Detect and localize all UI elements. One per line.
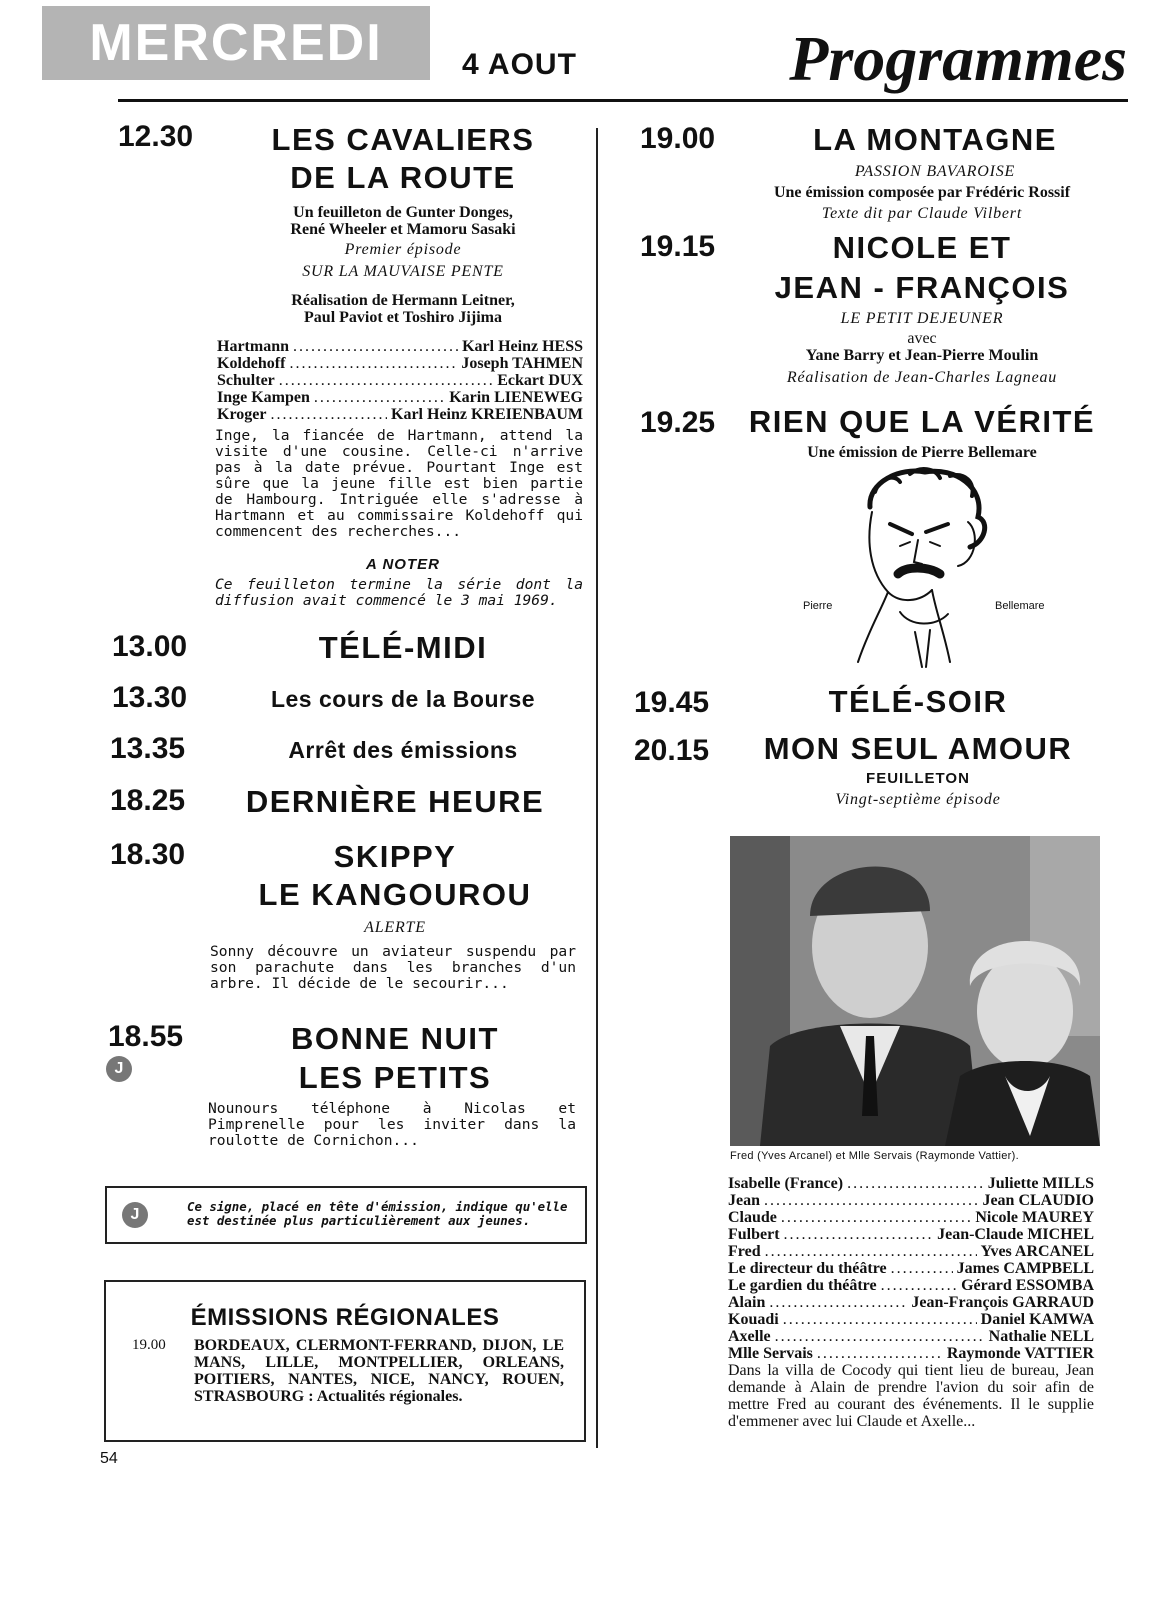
- program-title-bourse: Les cours de la Bourse: [270, 686, 536, 712]
- credits-line1: Un feuilleton de Gunter Donges,: [293, 204, 513, 221]
- pierre-bellemare-caricature: [840, 462, 1000, 672]
- cast-role: Kouadi: [728, 1311, 779, 1328]
- cast-role: Koldehoff: [217, 355, 286, 372]
- cast-role: Le directeur du théâtre: [728, 1260, 887, 1277]
- cast-row: [217, 406, 583, 423]
- cast-actor: Raymonde VATTIER: [946, 1345, 1094, 1362]
- time-2015: 20.15: [634, 734, 710, 767]
- cast-role: Axelle: [728, 1328, 771, 1345]
- legend-text-line2: est destinée plus particulièrement aux jeunes.: [187, 1213, 531, 1228]
- time-1230: 12.30: [118, 120, 194, 153]
- synopsis-bonne-nuit: Nounours téléphone à Nicolas et Pimprenelle pour les inviter dans la roulotte de Cornichon...: [208, 1100, 576, 1149]
- cast-row: [728, 1209, 1094, 1226]
- cast-list-cavaliers: [217, 338, 583, 423]
- program-title-cavaliers-line1: LES CAVALIERS: [271, 122, 535, 157]
- cast-row: [728, 1294, 1094, 1311]
- cast-actor: Jean-François GARRAUD: [911, 1294, 1094, 1311]
- cast-nicole: Yane Barry et Jean-Pierre Moulin: [805, 347, 1039, 364]
- cast-role: Isabelle (France): [728, 1175, 844, 1192]
- episode-title: SUR LA MAUVAISE PENTE: [302, 263, 504, 280]
- cast-row: [728, 1260, 1094, 1277]
- cast-actor: Nicole MAUREY: [975, 1209, 1094, 1226]
- credits-montagne: Une émission composée par Frédéric Rossif: [773, 184, 1071, 201]
- cast-row: [728, 1311, 1094, 1328]
- cast-actor: James CAMPBELL: [956, 1260, 1094, 1277]
- cast-role: Schulter: [217, 372, 275, 389]
- time-1335: 13.35: [110, 732, 186, 765]
- program-title-bonne-nuit-line2: LES PETITS: [298, 1060, 492, 1095]
- cast-actor: Nathalie NELL: [988, 1328, 1094, 1345]
- episode-photo: [730, 836, 1100, 1146]
- youth-badge-icon: J: [106, 1056, 132, 1082]
- cast-row: [728, 1277, 1094, 1294]
- program-title-mon-seul-amour: MON SEUL AMOUR: [763, 731, 1073, 766]
- regional-time: 19.00: [132, 1337, 166, 1353]
- cast-role: Hartmann: [217, 338, 289, 355]
- regional-box: [104, 1280, 586, 1442]
- cast-actor: Eckart DUX: [497, 372, 583, 389]
- program-title-cavaliers-line2: DE LA ROUTE: [290, 160, 516, 195]
- credits-line2: René Wheeler et Mamoru Sasaki: [290, 221, 516, 238]
- regional-text: BORDEAUX, CLERMONT-FERRAND, DIJON, LE MANS, LILLE, MONTPELLIER, ORLEANS, POITIERS, NANTES, NICE, NANCY, ROUEN, STRASBOURG : Actualités régionales.: [194, 1337, 564, 1405]
- time-1945: 19.45: [634, 686, 710, 719]
- day-banner: MERCREDI: [42, 6, 430, 80]
- program-title-derniere-heure: DERNIÈRE HEURE: [245, 784, 545, 819]
- cast-row: [217, 355, 583, 372]
- time-1915: 19.15: [640, 230, 716, 263]
- episode-title-nicole: LE PETIT DEJEUNER: [840, 310, 1004, 327]
- time-1855: 18.55: [108, 1020, 184, 1053]
- program-title-skippy-line2: LE KANGOUROU: [258, 877, 532, 912]
- program-title-montagne: LA MONTAGNE: [813, 122, 1057, 157]
- cast-role: Le gardien du théâtre: [728, 1277, 877, 1294]
- synopsis-skippy: Sonny découvre un aviateur suspendu par son parachute dans les branches d'un arbre. Il décide de le secourir...: [210, 943, 576, 992]
- program-title-nicole-line1: NICOLE ET: [832, 230, 1012, 265]
- youth-legend-box: [105, 1186, 587, 1244]
- episode-title-skippy: ALERTE: [364, 919, 426, 936]
- cast-role: Inge Kampen: [217, 389, 310, 406]
- cast-actor: Karl Heinz HESS: [462, 338, 583, 355]
- credits-verite: Une émission de Pierre Bellemare: [807, 444, 1037, 461]
- genre-mon-seul-amour: FEUILLETON: [866, 770, 970, 787]
- cast-role: Fulbert: [728, 1226, 780, 1243]
- synopsis-cavaliers: Inge, la fiancée de Hartmann, attend la visite d'une cousine. Celle-ci n'arrive pas à la date prévue. Pourtant Inge est sûre que la jeune fille est bien partie de Hambourg. Intriguée elle s'adresse à Hartmann et au commissaire Koldehoff qui commencent des recherches...: [215, 427, 583, 540]
- cast-row: [217, 338, 583, 355]
- program-title-tele-midi: TÉLÉ-MIDI: [318, 630, 488, 665]
- cast-role: Fred: [728, 1243, 761, 1260]
- section-title: Programmes: [789, 23, 1127, 94]
- cast-actor: Gérard ESSOMBA: [961, 1277, 1094, 1294]
- page-number: 54: [100, 1450, 118, 1467]
- cast-list-mon-seul-amour: [728, 1175, 1094, 1362]
- note-text: Ce feuilleton termine la série dont la diffusion avait commencé le 3 mai 1969.: [215, 576, 583, 609]
- photo-caption: Fred (Yves Arcanel) et Mlle Servais (Raymonde Vattier).: [730, 1150, 1019, 1162]
- header-rule: [118, 99, 1128, 102]
- caricature-label-left: Pierre: [803, 600, 833, 612]
- cast-actor: Juliette MILLS: [987, 1175, 1094, 1192]
- cast-row: [217, 389, 583, 406]
- cast-row: [728, 1328, 1094, 1345]
- column-divider: [596, 128, 598, 1448]
- legend-text-line1: Ce signe, placé en tête d'émission, indique qu'elle: [187, 1199, 568, 1214]
- cast-row: [728, 1175, 1094, 1192]
- cast-actor: Joseph TAHMEN: [461, 355, 583, 372]
- youth-badge-icon: J: [122, 1202, 148, 1228]
- program-title-bonne-nuit-line1: BONNE NUIT: [291, 1021, 499, 1056]
- cast-role: Alain: [728, 1294, 766, 1311]
- cast-row: [217, 372, 583, 389]
- program-title-tele-soir: TÉLÉ-SOIR: [828, 684, 1008, 719]
- program-title-arret: Arrêt des émissions: [288, 737, 518, 763]
- time-1330: 13.30: [112, 681, 188, 714]
- cast-role: Mlle Servais: [728, 1345, 813, 1362]
- cast-actor: Yves ARCANEL: [980, 1243, 1094, 1260]
- regional-heading: ÉMISSIONS RÉGIONALES: [190, 1304, 500, 1331]
- cast-actor: Jean CLAUDIO: [982, 1192, 1094, 1209]
- caricature-label-right: Bellemare: [995, 600, 1045, 612]
- direction-line1: Réalisation de Hermann Leitner,: [291, 292, 515, 309]
- program-subtitle-montagne: PASSION BAVAROISE: [854, 163, 1016, 180]
- cast-row: [728, 1192, 1094, 1209]
- cast-row: [728, 1345, 1094, 1362]
- note-heading: A NOTER: [366, 556, 440, 573]
- direction-nicole: Réalisation de Jean-Charles Lagneau: [786, 369, 1058, 386]
- synopsis-mon-seul-amour: Dans la villa de Cocody qui tient lieu de bureau, Jean demande à Alain de prendre l'avion du soir afin de mettre Fred au courant des événements. Il le supplie d'emmener avec lui Claude et Axelle...: [728, 1362, 1094, 1430]
- cast-role: Jean: [728, 1192, 760, 1209]
- cast-role: Claude: [728, 1209, 777, 1226]
- time-1825: 18.25: [110, 784, 186, 817]
- cast-row: [728, 1226, 1094, 1243]
- time-1830: 18.30: [110, 838, 186, 871]
- program-title-skippy-line1: SKIPPY: [333, 839, 457, 874]
- episode-number: Premier épisode: [344, 241, 462, 258]
- program-title-nicole-line2: JEAN - FRANÇOIS: [774, 270, 1070, 305]
- with-label: avec: [907, 330, 937, 347]
- page-date: 4 AOUT: [462, 48, 577, 81]
- cast-actor: Karl Heinz KREIENBAUM: [391, 406, 583, 423]
- time-1900: 19.00: [640, 122, 716, 155]
- cast-actor: Jean-Claude MICHEL: [937, 1226, 1094, 1243]
- cast-role: Kroger: [217, 406, 267, 423]
- program-title-verite: RIEN QUE LA VÉRITÉ: [748, 404, 1096, 439]
- time-1925: 19.25: [640, 406, 716, 439]
- cast-row: [728, 1243, 1094, 1260]
- direction-line2: Paul Paviot et Toshiro Jijima: [304, 309, 502, 326]
- narration-montagne: Texte dit par Claude Vilbert: [821, 205, 1023, 222]
- cast-actor: Daniel KAMWA: [980, 1311, 1094, 1328]
- time-1300: 13.00: [112, 630, 188, 663]
- cast-actor: Karin LIENEWEG: [449, 389, 583, 406]
- episode-mon-seul-amour: Vingt-septième épisode: [835, 791, 1001, 808]
